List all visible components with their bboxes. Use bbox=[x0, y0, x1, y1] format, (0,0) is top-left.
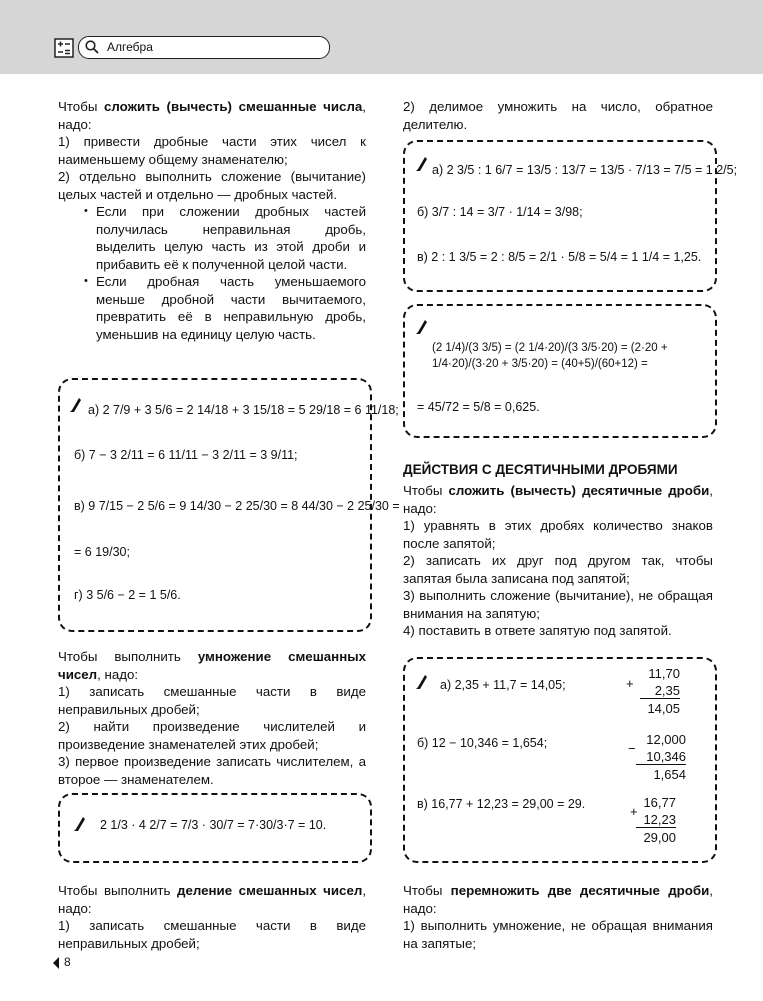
page-arrow-icon bbox=[52, 957, 60, 969]
div-rules-cont bbox=[403, 98, 713, 133]
col-v-mid: 12,23 bbox=[636, 812, 676, 828]
dec-step-3: 3) выполнить сложение (вычитание), не обращая внимания на запятую; bbox=[403, 588, 713, 621]
dec-rules bbox=[403, 482, 713, 640]
mul-rules bbox=[58, 648, 366, 788]
add-intro: Чтобы сложить (вычесть) смешанные числа, надо: bbox=[58, 99, 366, 132]
dec-example-v: в) 16,77 + 12,23 = 29,00 = 29. bbox=[417, 797, 586, 811]
example-g: г) 3 5/6 − 2 = 1 5/6. bbox=[74, 588, 181, 602]
dec-example-a: а) 2,35 + 11,7 = 14,05; bbox=[440, 678, 566, 692]
div-example-b: б) 3/7 : 14 = 3/7 · 1/14 = 3/98; bbox=[417, 205, 583, 219]
div-step-1: 1) записать смешанные части в виде неправильных дробей; bbox=[58, 918, 366, 951]
col-b-top: 12,000 bbox=[646, 732, 686, 747]
search-icon bbox=[85, 40, 99, 54]
div-rules bbox=[58, 882, 366, 952]
col-v-top: 16,77 bbox=[643, 795, 676, 810]
col-a-sign: + bbox=[626, 676, 634, 691]
div-example-v: в) 2 : 1 3/5 = 2 : 8/5 = 2/1 · 5/8 = 5/4 = 1 1/4 = 1,25. bbox=[417, 250, 702, 264]
col-b-res: 1,654 bbox=[653, 767, 686, 782]
search-field[interactable] bbox=[78, 36, 330, 59]
pen-icon bbox=[68, 396, 82, 414]
mul-step-3: 3) первое произведение записать числителем, а второе — знаменателем. bbox=[58, 754, 366, 787]
decimal-heading: ДЕЙСТВИЯ С ДЕСЯТИЧНЫМИ ДРОБЯМИ bbox=[403, 462, 678, 477]
div-step-2: 2) делимое умножить на число, обратное делителю. bbox=[403, 99, 713, 132]
complex-example-1: (2 1/4)/(3 3/5) = (2 1/4·20)/(3 3/5·20) = (2·20 + 1/4·20)/(3·20 + 3/5·20) = (40+5)/(60+12) = bbox=[432, 342, 668, 370]
mul-step-2: 2) найти произведение числителей и произведение знаменателей этих дробей; bbox=[58, 719, 366, 752]
div-example-a: а) 2 3/5 : 1 6/7 = 13/5 : 13/7 = 13/5 · 7/13 = 7/5 = 1 2/5; bbox=[432, 163, 738, 177]
page-number: 8 bbox=[64, 955, 71, 969]
col-b-sign: − bbox=[628, 741, 636, 756]
calculator-icon[interactable] bbox=[54, 38, 74, 58]
example-v: в) 9 7/15 − 2 5/6 = 9 14/30 − 2 25/30 = 8 44/30 − 2 25/30 = bbox=[74, 499, 400, 513]
example-b: б) 7 − 3 2/11 = 6 11/11 − 3 2/11 = 3 9/11; bbox=[74, 448, 298, 462]
dec-step-1: 1) уравнять в этих дробях количество знаков после запятой; bbox=[403, 518, 713, 551]
example-v-cont: = 6 19/30; bbox=[74, 545, 130, 559]
pen-icon bbox=[414, 155, 428, 173]
col-b-mid: 10,346 bbox=[636, 749, 686, 765]
add-rules bbox=[58, 98, 366, 343]
pen-icon bbox=[414, 318, 428, 336]
mul-step-1: 1) записать смешанные части в виде неправильных дробей; bbox=[58, 684, 366, 717]
pen-icon bbox=[72, 815, 86, 833]
pen-icon bbox=[414, 673, 428, 691]
col-v-res: 29,00 bbox=[643, 830, 676, 845]
mul-intro: Чтобы выполнить умножение смешанных чисел, надо: bbox=[58, 649, 366, 682]
col-a-res: 14,05 bbox=[647, 701, 680, 716]
mult-step-1: 1) выполнить умножение, не обращая внимания на запятые; bbox=[403, 918, 713, 951]
mul-example: 2 1/3 · 4 2/7 = 7/3 · 30/7 = 7·30/3·7 = 10. bbox=[100, 818, 327, 832]
header-bar bbox=[0, 0, 763, 74]
search-text: Алгебра bbox=[107, 40, 153, 54]
col-v-sign: + bbox=[630, 804, 638, 819]
add-bullet-1: • Если при сложении дробных частей получилась неправильная дробь, выделить целую часть из этой дроби и прибавить её к полученной целой части. bbox=[58, 203, 366, 273]
dec-step-4: 4) поставить в ответе запятую под запятой. bbox=[403, 623, 672, 638]
dec-example-b: б) 12 − 10,346 = 1,654; bbox=[417, 736, 548, 750]
dec-step-2: 2) записать их друг под другом так, чтобы запятая была записана под запятой; bbox=[403, 553, 713, 586]
div-intro: Чтобы выполнить деление смешанных чисел, надо: bbox=[58, 883, 367, 916]
col-a-top: 11,70 bbox=[648, 666, 680, 681]
add-step-1: 1) привести дробные части этих чисел к наименьшему общему знаменателю; bbox=[58, 134, 366, 167]
mult-intro: Чтобы перемножить две десятичные дроби, надо: bbox=[403, 883, 713, 916]
example-a: а) 2 7/9 + 3 5/6 = 2 14/18 + 3 15/18 = 5 29/18 = 6 11/18; bbox=[88, 403, 399, 417]
complex-example-2: = 45/72 = 5/8 = 0,625. bbox=[417, 400, 540, 414]
mult-dec-rules bbox=[403, 882, 713, 952]
dec-intro: Чтобы сложить (вычесть) десятичные дроби, надо: bbox=[403, 483, 713, 516]
add-bullet-2: • Если дробная часть уменьшаемого меньше дробной части вычитаемого, превратить её в неправильную дробь, уменьшив на единицу целую часть. bbox=[58, 273, 366, 343]
add-step-2: 2) отдельно выполнить сложение (вычитание) целых частей и отдельно — дробных частей. bbox=[58, 169, 366, 202]
col-a-mid: 2,35 bbox=[640, 683, 680, 699]
